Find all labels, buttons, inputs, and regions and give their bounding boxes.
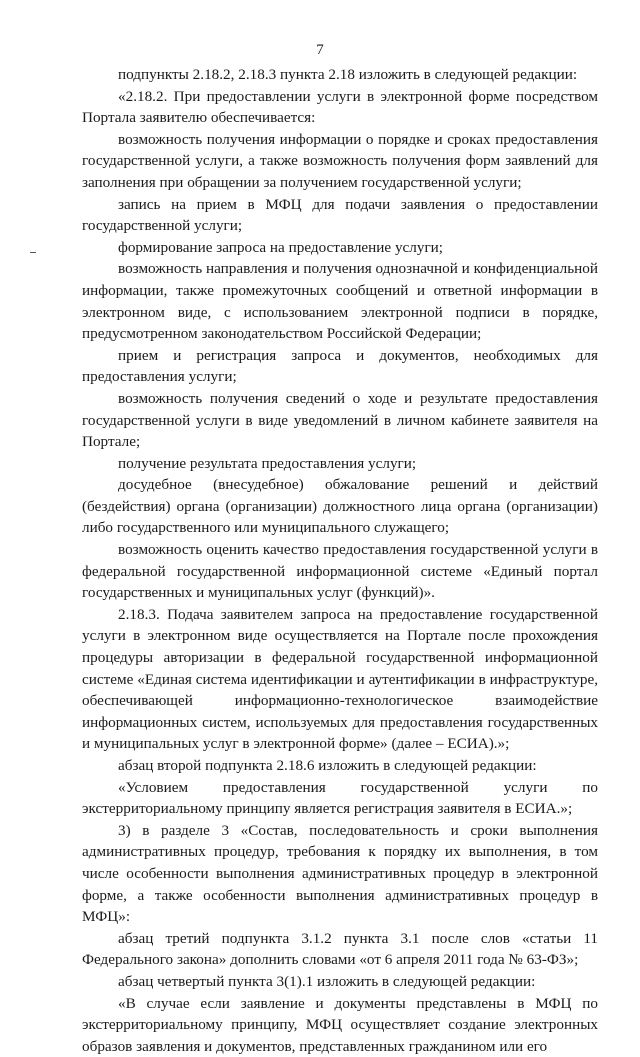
paragraph: возможность получения сведений о ходе и результате предоставления государственной услуги в виде уведомлений в личном кабинете заявителя на Портале; [82,389,598,451]
paragraph: досудебное (внесудебное) обжалование решений и действий (бездействия) органа (организации) должностного лица органа (организации) либо государственного или муниципального служащего; [82,476,598,537]
paragraph: возможность оценить качество предоставления государственной услуги в федеральной государственной информационной системе «Единый портал государственных и муниципальных услуг (функций)». [82,541,598,602]
paragraph: абзац второй подпункта 2.18.6 изложить в следующей редакции: [118,757,537,774]
paragraph: подпункты 2.18.2, 2.18.3 пункта 2.18 изложить в следующей редакции: [118,66,578,83]
paragraph: абзац третий подпункта 3.1.2 пункта 3.1 после слов «статьи 11 Федерального закона» дополнить словами «от 6 апреля 2011 года № 63-ФЗ»; [82,929,598,969]
paragraph: «В случае если заявление и документы представлены в МФЦ по экстерриториальному принципу, МФЦ осуществляет создание электронных образов заявления и документов, представленных гражданином или его [82,994,598,1055]
paragraph: формирование запроса на предоставление услуги; [118,238,444,256]
page-number: 7 [316,42,324,58]
paragraph: возможность направления и получения однозначной и конфиденциальной информации, также промежуточных сообщений и ответной информации в электронном виде, с использованием электронной подписи в порядке, предусмотренном законодательством Российской Федерации; [82,260,598,343]
paragraph: прием и регистрация запроса и документов, необходимых для предоставления услуги; [82,346,598,386]
paragraph: абзац четвертый пункта 3(1).1 изложить в следующей редакции: [118,972,536,990]
paragraph: 3) в разделе 3 «Состав, последовательность и сроки выполнения административных процедур, требования к порядку их выполнения, в том числе особенности выполнения административных процедур в электронной форме, а также особенности выполнения административных процедур в МФЦ»: [82,821,598,926]
scan-artifact [30,252,36,253]
paragraph: получение результата предоставления услуги; [118,454,417,472]
paragraph: «Условием предоставления государственной услуги по экстерриториальному принципу является регистрация заявителя в ЕСИА.»; [82,778,598,818]
paragraph: 2.18.3. Подача заявителем запроса на предоставление государственной услуги в электронном виде осуществляется на Портале после прохождения процедуры авторизации в федеральной государственной информационной системе «Единая система идентификации и аутентификации в инфраструктуре, обеспечивающей информационно-технологическое взаимодействие информационных систем, используемых для предоставления государственных и муниципальных услуг в электронной форме» (далее – ЕСИА).»; [82,605,598,753]
paragraph: запись на прием в МФЦ для подачи заявления о предоставлении государственной услуги; [82,195,598,235]
paragraph: возможность получения информации о порядке и сроках предоставления государственной услуги, а также возможность получения форм заявлений для заполнения при обращении за получением государственной услуги; [82,130,598,191]
document-body [82,64,598,1057]
paragraph: «2.18.2. При предоставлении услуги в электронной форме посредством Портала заявителю обеспечивается: [82,87,598,127]
